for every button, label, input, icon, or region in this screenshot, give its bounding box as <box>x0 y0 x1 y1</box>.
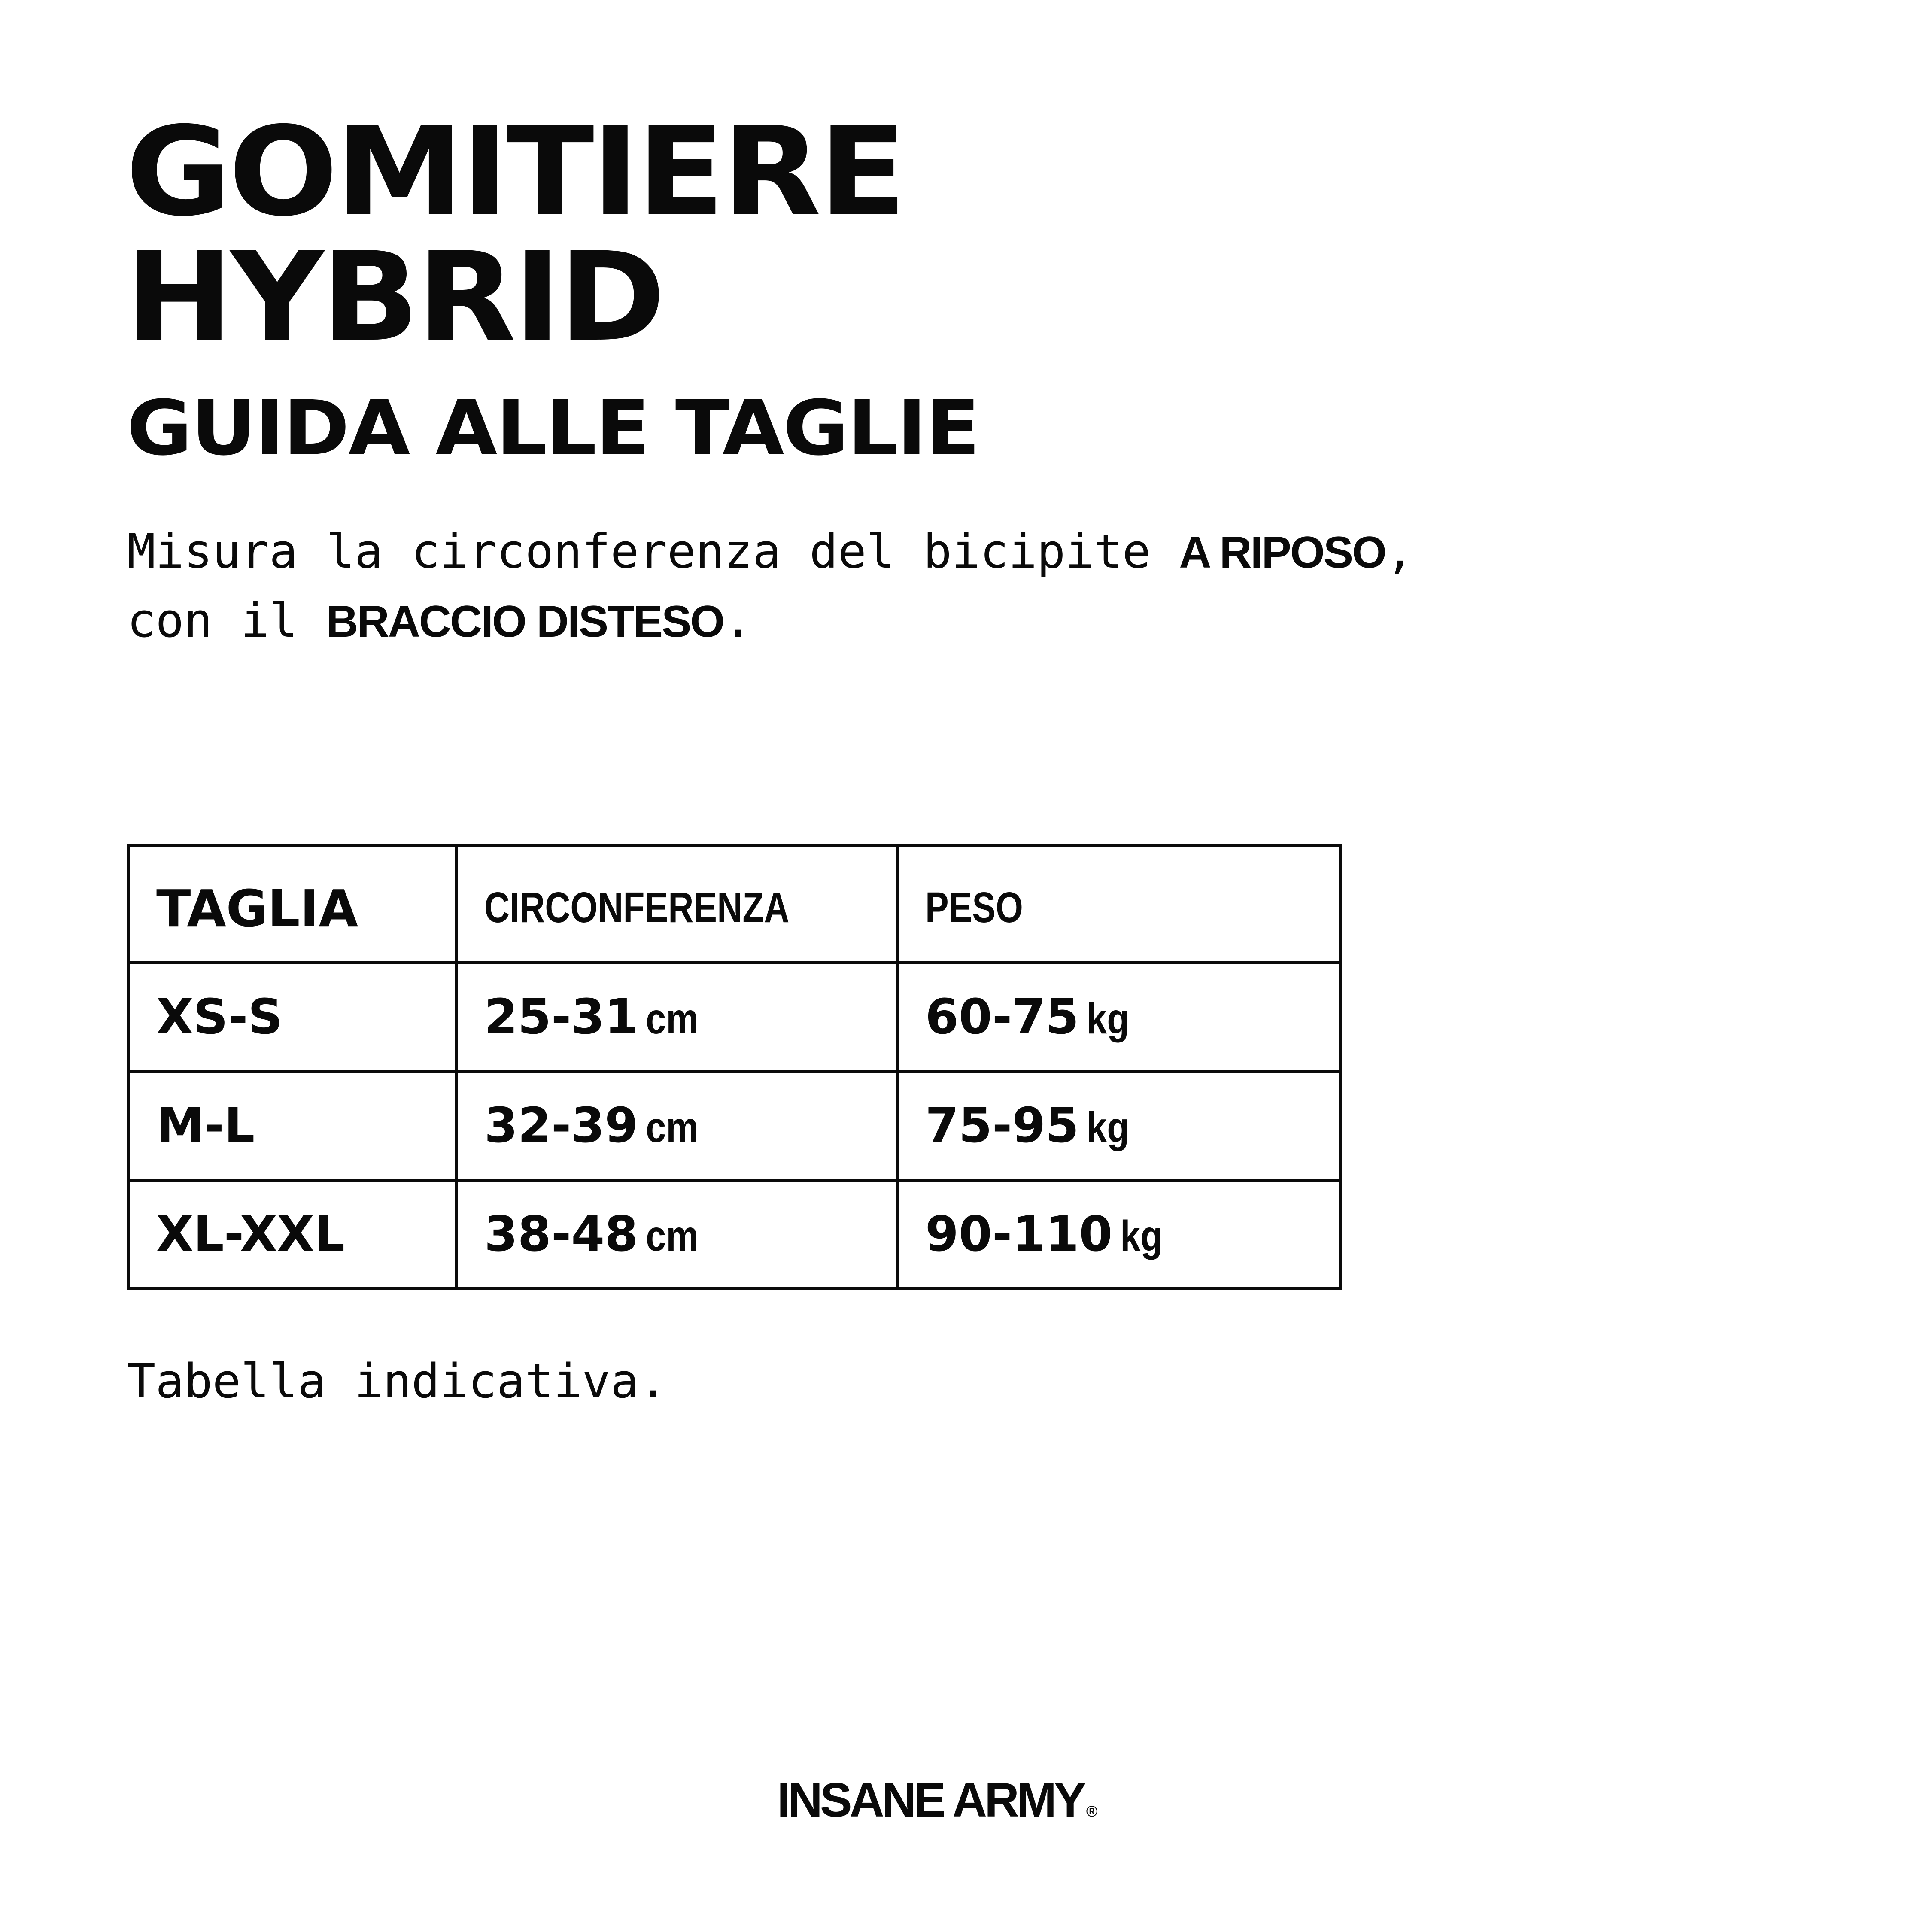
page-title <box>125 101 904 369</box>
size-cell: M-L <box>128 1072 456 1180</box>
brand-name: INSANE ARMY <box>777 1773 1084 1827</box>
weight-unit: kg <box>1087 995 1130 1043</box>
header-weight-label: PESO <box>925 883 1023 932</box>
circumference-value: 32-39 <box>484 1098 638 1154</box>
circumference-unit: cm <box>646 1212 699 1260</box>
weight-cell <box>897 963 1340 1072</box>
header-weight <box>897 846 1340 963</box>
table-row <box>128 1180 1340 1289</box>
instructions-end-2: . <box>723 593 752 648</box>
title-line-2: HYBRID <box>125 226 663 369</box>
page-subtitle: GUIDA ALLE TAGLIE <box>127 384 979 472</box>
instructions-end-1: , <box>1385 524 1414 579</box>
instructions-line-2 <box>127 586 1414 656</box>
instructions-line-1 <box>127 517 1414 586</box>
table-header-row <box>128 846 1340 963</box>
weight-unit: kg <box>1087 1103 1130 1151</box>
header-circumference-label: CIRCONFERENZA <box>484 883 790 932</box>
instructions-emphasis-2: BRACCIO DISTESO <box>326 597 724 647</box>
circumference-cell <box>456 1072 897 1180</box>
size-cell: XS-S <box>128 963 456 1072</box>
weight-value: 75-95 <box>925 1098 1079 1154</box>
weight-cell <box>897 1072 1340 1180</box>
table-row <box>128 963 1340 1072</box>
size-table <box>127 844 1342 1290</box>
header-circumference <box>456 846 897 963</box>
brand-logo <box>777 1772 1097 1839</box>
weight-unit: kg <box>1120 1212 1163 1260</box>
registered-mark: ® <box>1086 1802 1098 1820</box>
circumference-cell <box>456 1180 897 1289</box>
table-row <box>128 1072 1340 1180</box>
measure-instructions <box>127 517 1414 656</box>
title-line-1: GOMITIERE <box>125 101 904 243</box>
weight-cell <box>897 1180 1340 1289</box>
header-size: TAGLIA <box>128 846 456 963</box>
circumference-cell <box>456 963 897 1072</box>
instructions-text-1: Misura la circonferenza del bicipite <box>127 524 1179 579</box>
circumference-unit: cm <box>646 1103 699 1151</box>
instructions-emphasis-1: A RIPOSO <box>1179 528 1386 577</box>
circumference-value: 25-31 <box>484 989 638 1045</box>
instructions-text-2: con il <box>127 593 326 648</box>
circumference-value: 38-48 <box>484 1206 638 1262</box>
weight-value: 90-110 <box>925 1206 1113 1262</box>
table-note: Tabella indicativa. <box>127 1354 668 1409</box>
circumference-unit: cm <box>646 995 699 1043</box>
size-cell: XL-XXL <box>128 1180 456 1289</box>
weight-value: 60-75 <box>925 989 1079 1045</box>
